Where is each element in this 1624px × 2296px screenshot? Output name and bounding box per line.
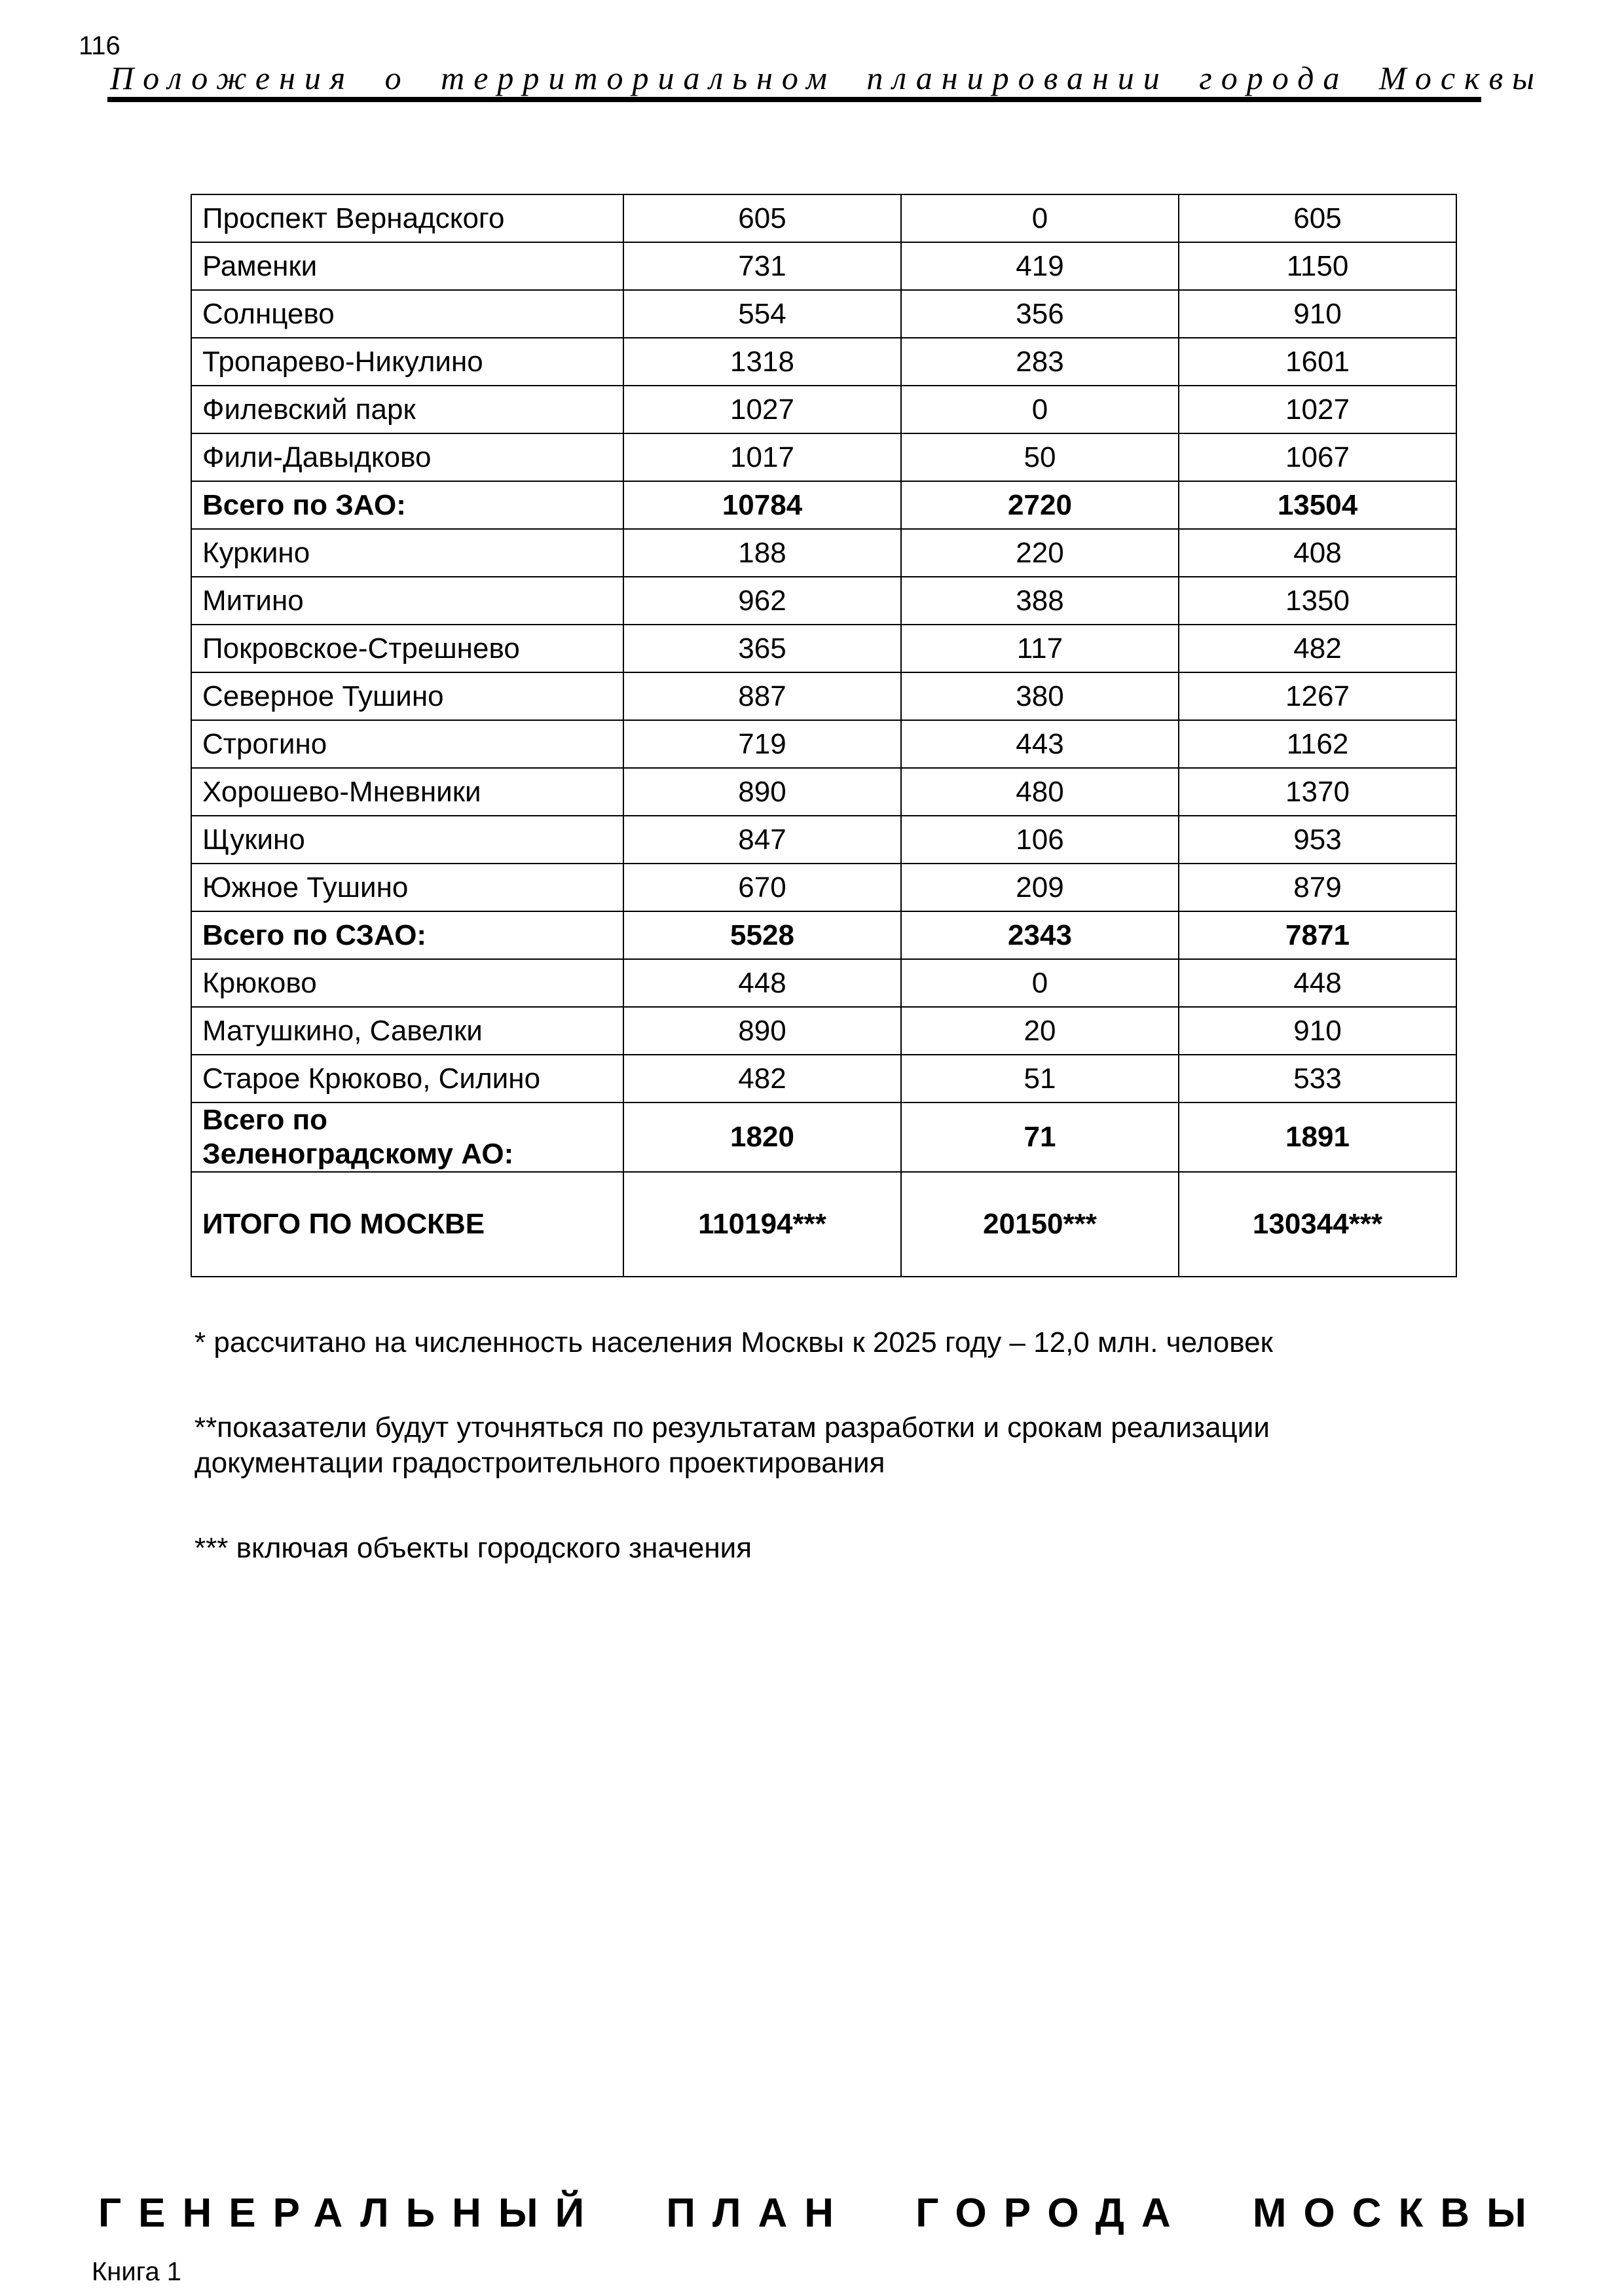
running-header: Положения о территориальном планировании города Москвы [110,60,1544,96]
row-name: Тропарево-Никулино [191,338,623,386]
page-number: 116 [79,31,120,60]
row-name: Старое Крюково, Силино [191,1055,623,1102]
row-value-2: 50 [901,433,1179,481]
table-row [191,959,1456,1007]
table-row [191,577,1456,625]
table-row-zelao-total [191,1102,1456,1172]
row-value-2: 0 [901,194,1179,242]
row-value-3: 448 [1179,959,1456,1007]
table-row [191,194,1456,242]
row-value-1: 1820 [623,1102,901,1172]
row-value-1: 887 [623,672,901,720]
row-name: Солнцево [191,290,623,338]
table-row [191,720,1456,768]
row-value-2: 71 [901,1102,1179,1172]
row-name: Всего по ЗАО: [191,481,623,529]
row-value-3: 1150 [1179,242,1456,290]
row-value-3: 910 [1179,290,1456,338]
row-value-1: 1027 [623,386,901,433]
table-row [191,290,1456,338]
row-value-2: 356 [901,290,1179,338]
footer-title: ГЕНЕРАЛЬНЫЙ ПЛАН ГОРОДА МОСКВЫ [98,2191,1543,2236]
row-value-2: 117 [901,625,1179,672]
table-row [191,864,1456,911]
footnote-2 [194,1410,1439,1481]
table-row-total [191,481,1456,529]
table-row [191,529,1456,577]
row-name: Фили-Давыдково [191,433,623,481]
table-row-total [191,911,1456,959]
row-value-2: 443 [901,720,1179,768]
district-table [191,194,1457,1277]
row-value-2: 20150*** [901,1172,1179,1277]
row-value-3: 1027 [1179,386,1456,433]
row-value-1: 890 [623,768,901,816]
row-value-3: 910 [1179,1007,1456,1055]
row-value-2: 283 [901,338,1179,386]
row-value-1: 719 [623,720,901,768]
row-name-line1: Всего по [202,1104,328,1136]
row-value-1: 847 [623,816,901,864]
table-row [191,1007,1456,1055]
header-rule [107,97,1481,102]
row-value-3: 1891 [1179,1102,1456,1172]
table-row [191,672,1456,720]
row-value-2: 0 [901,386,1179,433]
row-value-3: 533 [1179,1055,1456,1102]
footnote-2-line2: документации градостроительного проектирования [194,1447,885,1479]
footnotes [194,1325,1439,1566]
row-value-3: 13504 [1179,481,1456,529]
row-value-1: 1318 [623,338,901,386]
row-value-3: 879 [1179,864,1456,911]
row-value-1: 962 [623,577,901,625]
row-name: Хорошево-Мневники [191,768,623,816]
table-row-grand-total [191,1172,1456,1277]
row-value-3: 1067 [1179,433,1456,481]
row-name: Северное Тушино [191,672,623,720]
row-value-1: 110194*** [623,1172,901,1277]
row-value-3: 605 [1179,194,1456,242]
row-value-3: 953 [1179,816,1456,864]
row-value-2: 20 [901,1007,1179,1055]
row-value-1: 5528 [623,911,901,959]
row-name: Крюково [191,959,623,1007]
row-value-1: 10784 [623,481,901,529]
row-value-2: 220 [901,529,1179,577]
table-row [191,338,1456,386]
row-value-1: 482 [623,1055,901,1102]
row-name: Проспект Вернадского [191,194,623,242]
row-value-1: 365 [623,625,901,672]
row-name: Раменки [191,242,623,290]
row-value-2: 380 [901,672,1179,720]
table-row [191,816,1456,864]
row-name: Всего по СЗАО: [191,911,623,959]
row-value-2: 209 [901,864,1179,911]
row-value-3: 408 [1179,529,1456,577]
row-value-2: 106 [901,816,1179,864]
row-name: Строгино [191,720,623,768]
row-value-3: 1601 [1179,338,1456,386]
row-name: Покровское-Стрешнево [191,625,623,672]
row-value-2: 388 [901,577,1179,625]
row-value-3: 482 [1179,625,1456,672]
row-value-2: 2343 [901,911,1179,959]
row-value-1: 890 [623,1007,901,1055]
row-name [191,1102,623,1172]
footnote-3: *** включая объекты городского значения [194,1532,752,1564]
row-value-3: 1162 [1179,720,1456,768]
row-name: Южное Тушино [191,864,623,911]
row-name: ИТОГО ПО МОСКВЕ [191,1172,623,1277]
table-row [191,1055,1456,1102]
footnote-2-line1: **показатели будут уточняться по результатам разработки и срокам реализации [194,1412,1270,1444]
footnote-1: * рассчитано на численность населения Москвы к 2025 году – 12,0 млн. человек [194,1326,1273,1358]
table-row [191,433,1456,481]
row-value-1: 670 [623,864,901,911]
row-value-2: 0 [901,959,1179,1007]
row-value-3: 1350 [1179,577,1456,625]
table-row [191,386,1456,433]
row-value-1: 1017 [623,433,901,481]
row-value-2: 51 [901,1055,1179,1102]
row-name: Куркино [191,529,623,577]
row-value-3: 1267 [1179,672,1456,720]
table-row [191,625,1456,672]
row-name: Филевский парк [191,386,623,433]
row-value-3: 7871 [1179,911,1456,959]
row-value-1: 731 [623,242,901,290]
table-body [191,194,1456,1277]
row-name: Щукино [191,816,623,864]
row-value-2: 480 [901,768,1179,816]
row-value-3: 130344*** [1179,1172,1456,1277]
row-name: Митино [191,577,623,625]
row-name-line2: Зеленоградскому АО: [202,1138,514,1170]
row-value-1: 554 [623,290,901,338]
table-row [191,768,1456,816]
footer-book-label: Книга 1 [92,2257,182,2286]
row-value-1: 605 [623,194,901,242]
row-value-1: 448 [623,959,901,1007]
row-value-2: 2720 [901,481,1179,529]
row-value-2: 419 [901,242,1179,290]
row-value-1: 188 [623,529,901,577]
row-value-3: 1370 [1179,768,1456,816]
row-name: Матушкино, Савелки [191,1007,623,1055]
table-row [191,242,1456,290]
